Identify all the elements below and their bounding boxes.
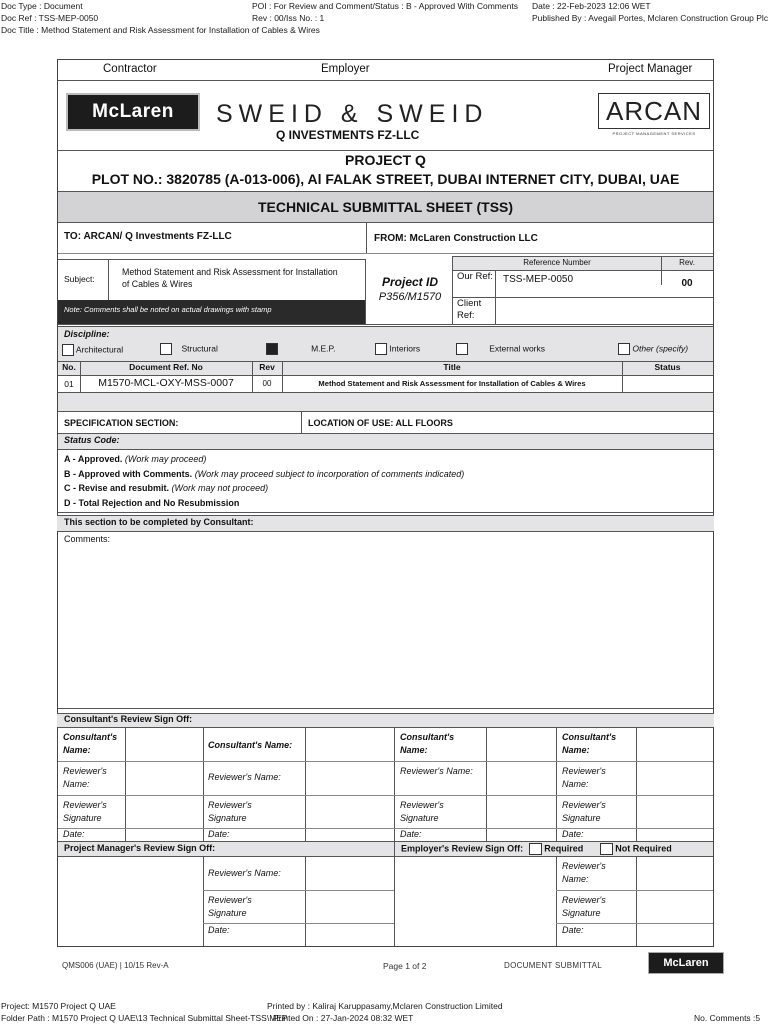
from-field: FROM: McLaren Construction LLC bbox=[374, 233, 538, 244]
footer-comments-count: No. Comments :5 bbox=[694, 1013, 761, 1023]
footer-project: Project: M1570 Project Q UAE bbox=[1, 1001, 116, 1011]
doc-col-status: Status bbox=[654, 362, 681, 372]
doc-date: Date : 22-Feb-2023 12:06 WET bbox=[532, 1, 651, 11]
consultant-name-label-4: Consultant's Name: bbox=[562, 732, 617, 755]
discipline-mep[interactable]: M.E.P. bbox=[266, 343, 335, 355]
reviewer-signature-label-1: Reviewer's Signature bbox=[63, 800, 107, 823]
date-label-3: Date: bbox=[400, 829, 422, 839]
reviewer-signature-label-4: Reviewer's Signature bbox=[562, 800, 606, 823]
poi-status: POI : For Review and Comment/Status : B - Approved With Comments bbox=[252, 1, 518, 11]
not-required-checkbox[interactable] bbox=[600, 843, 613, 855]
comments-note: Note: Comments shall be noted on actual drawings with stamp bbox=[58, 300, 365, 324]
date-label-1: Date: bbox=[63, 829, 85, 839]
signoff-title: Consultant's Review Sign Off: bbox=[64, 714, 193, 724]
rev-iss: Rev : 00/Iss No. : 1 bbox=[252, 13, 325, 23]
plot-number: PLOT NO.: 3820785 (A-013-006), Al FALAK STREET, DUBAI INTERNET CITY, DUBAI, UAE bbox=[91, 171, 680, 187]
date-label-4: Date: bbox=[562, 829, 584, 839]
project-id-label: Project ID bbox=[381, 275, 438, 289]
footer-folder-path: Folder Path : M1570 Project Q UAE\13 Technical Submittal Sheet-TSS\MEP bbox=[1, 1013, 288, 1023]
ref-number-header: Reference Number bbox=[523, 258, 591, 267]
reviewer-name-label-4: Reviewer's Name: bbox=[562, 766, 606, 789]
comments-area[interactable] bbox=[58, 532, 713, 708]
date-label-2: Date: bbox=[208, 829, 230, 839]
reference-table bbox=[452, 256, 713, 324]
doc-col-rev: Rev bbox=[259, 362, 275, 372]
status-codes-list bbox=[64, 452, 464, 510]
doc-row-ref: M1570-MCL-OXY-MSS-0007 bbox=[98, 377, 234, 389]
employer-reviewer-name: Reviewer's Name: bbox=[562, 861, 606, 884]
subject-value: Method Statement and Risk Assessment for Installation of Cables & Wires bbox=[122, 267, 338, 289]
employer-reviewer-signature: Reviewer's Signature bbox=[562, 895, 606, 918]
reviewer-signature-label-3: Reviewer's Signature bbox=[400, 800, 444, 823]
doc-type: Doc Type : Document bbox=[1, 1, 83, 11]
discipline-structural[interactable]: Structural bbox=[160, 343, 218, 355]
discipline-interiors[interactable]: Interiors bbox=[375, 343, 420, 355]
consultant-name-label-3: Consultant's Name: bbox=[400, 732, 455, 755]
arcan-tagline: PROJECT MANAGEMENT SERVICES bbox=[612, 131, 696, 136]
status-code-band bbox=[58, 434, 713, 449]
footer-mclaren-logo: McLaren bbox=[648, 952, 724, 974]
our-ref-label: Our Ref: bbox=[457, 271, 493, 282]
reviewer-name-label-2: Reviewer's Name: bbox=[208, 772, 281, 782]
discipline-label: Discipline: bbox=[64, 329, 110, 339]
status-code-c: C - Revise and resubmit. (Work may not proceed) bbox=[64, 483, 269, 493]
our-ref-value: TSS-MEP-0050 bbox=[503, 274, 574, 285]
q-investments: Q INVESTMENTS FZ-LLC bbox=[276, 128, 420, 142]
consultant-section-title: This section to be completed by Consultant: bbox=[64, 517, 254, 527]
to-field: TO: ARCAN/ Q Investments FZ-LLC bbox=[64, 231, 232, 242]
doc-title: Doc Title : Method Statement and Risk Assessment for Installation of Cables & Wires bbox=[1, 25, 320, 35]
discipline-architectural[interactable]: Architectural bbox=[62, 344, 123, 356]
doc-row-rev: 00 bbox=[262, 379, 272, 388]
employer-date: Date: bbox=[562, 925, 584, 935]
form-code: QMS006 (UAE) | 10/15 Rev-A bbox=[62, 961, 169, 970]
reviewer-signature-label-2: Reviewer's Signature bbox=[208, 800, 252, 823]
discipline-other[interactable]: Other (specify) bbox=[618, 343, 688, 355]
status-code-d: D - Total Rejection and No Resubmission bbox=[64, 497, 240, 508]
required-label: Required bbox=[544, 843, 584, 854]
discipline-external-works[interactable]: External works bbox=[456, 343, 545, 355]
status-code-label: Status Code: bbox=[64, 435, 120, 445]
project-name: PROJECT Q bbox=[345, 152, 426, 168]
specification-section: SPECIFICATION SECTION: bbox=[64, 418, 179, 428]
table-row bbox=[58, 376, 713, 392]
subject-label: Subject: bbox=[64, 274, 95, 284]
sweid-logo: SWEID & SWEID bbox=[216, 100, 489, 128]
comments-label: Comments: bbox=[64, 534, 111, 544]
contractor-label: Contractor bbox=[103, 63, 157, 75]
pm-signoff-title: Project Manager's Review Sign Off: bbox=[64, 843, 216, 853]
status-code-a: A - Approved. (Work may proceed) bbox=[64, 454, 207, 464]
subject-block bbox=[58, 259, 366, 324]
arcan-logo: ARCAN bbox=[598, 93, 710, 129]
consultant-name-label-1: Consultant's Name: bbox=[63, 732, 118, 755]
employer-label: Employer bbox=[321, 63, 370, 75]
location-of-use: LOCATION OF USE: ALL FLOORS bbox=[308, 418, 453, 428]
reviewer-name-label-1: Reviewer's Name: bbox=[63, 766, 107, 789]
doc-row-no: 01 bbox=[64, 379, 74, 389]
doc-row-title: Method Statement and Risk Assessment for Installation of Cables & Wires bbox=[318, 379, 586, 388]
mclaren-logo: McLaren bbox=[66, 93, 200, 131]
doc-col-ref: Document Ref. No bbox=[129, 362, 203, 372]
pm-date: Date: bbox=[208, 925, 230, 935]
footer-printed-by: Printed by : Kaliraj Karuppasamy,Mclaren Construction Limited bbox=[267, 1001, 503, 1011]
rev-header: Rev. bbox=[679, 258, 695, 267]
pm-reviewer-signature: Reviewer's Signature bbox=[208, 895, 252, 918]
published-by: Published By : Avegail Portes, Mclaren Construction Group Plc bbox=[532, 13, 768, 23]
doc-col-no: No. bbox=[62, 362, 76, 372]
client-ref-label: Client Ref: bbox=[457, 298, 482, 321]
spacer-band bbox=[58, 393, 713, 411]
document-submittal: DOCUMENT SUBMITTAL bbox=[504, 961, 602, 970]
sheet-title: TECHNICAL SUBMITTAL SHEET (TSS) bbox=[58, 192, 713, 222]
consultant-name-label-2: Consultant's Name: bbox=[208, 740, 293, 750]
reviewer-name-label-3: Reviewer's Name: bbox=[400, 766, 473, 776]
page-number: Page 1 of 2 bbox=[383, 961, 427, 971]
project-id-value: P356/M1570 bbox=[378, 291, 442, 303]
project-manager-label: Project Manager bbox=[608, 63, 693, 75]
employer-signoff-title: Employer's Review Sign Off: Required Not Required bbox=[401, 843, 672, 854]
pm-reviewer-name: Reviewer's Name: bbox=[208, 868, 281, 878]
doc-ref: Doc Ref : TSS-MEP-0050 bbox=[1, 13, 99, 23]
doc-col-title: Title bbox=[443, 362, 461, 372]
required-checkbox[interactable] bbox=[529, 843, 542, 855]
submittal-sheet bbox=[57, 59, 714, 947]
not-required-label: Not Required bbox=[615, 843, 672, 854]
status-code-b: B - Approved with Comments. (Work may proceed subject to incorporation of comments indicated) bbox=[64, 468, 465, 479]
rev-value: 00 bbox=[681, 278, 693, 289]
footer-printed-on: Printed On : 27-Jan-2024 08:32 WET bbox=[273, 1013, 414, 1023]
